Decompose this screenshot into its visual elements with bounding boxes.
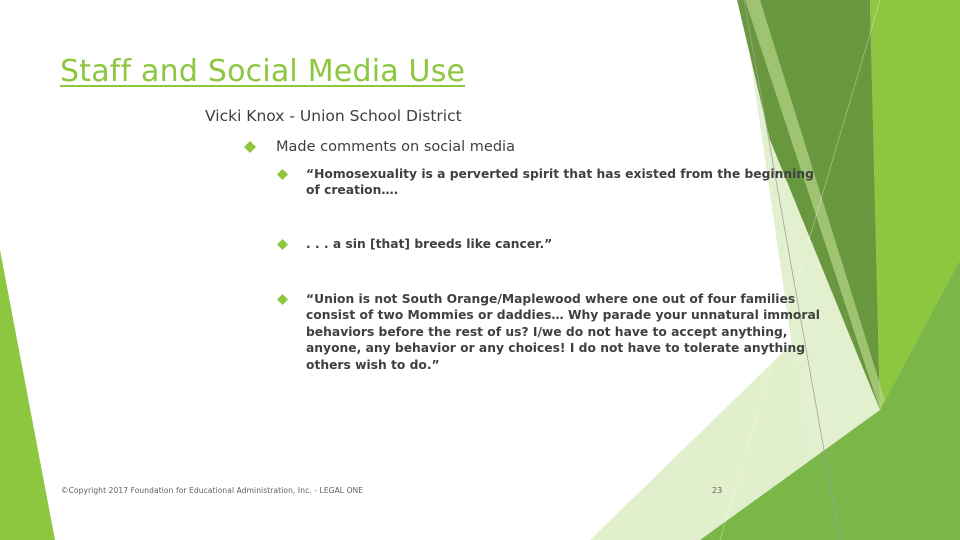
- slide-subtitle: Vicki Knox - Union School District: [205, 107, 462, 125]
- diamond-icon: [277, 293, 289, 305]
- bullet-level2-quote: [277, 291, 822, 373]
- page-number: 23: [712, 486, 723, 495]
- bullet-level2-quote: [277, 166, 822, 198]
- bullet-text: “Homosexuality is a perverted spirit that has existed from the beginning of creation….: [306, 167, 814, 197]
- slide-footer: ©Copyright 2017 Foundation for Educational Administration, Inc. - LEGAL ONE: [61, 486, 364, 495]
- bullet-text: . . . a sin [that] breeds like cancer.”: [306, 237, 553, 251]
- bullet-text: Made comments on social media: [276, 139, 515, 155]
- diamond-icon: [244, 141, 256, 153]
- bullet-level1: [244, 139, 515, 155]
- diamond-icon: [277, 238, 289, 250]
- diamond-icon: [277, 168, 289, 180]
- bullet-text: “Union is not South Orange/Maplewood where one out of four families consist of two Mommies or daddies… Why parade your unnatural immoral behaviors before the rest of us? I/we do not have to accept anything, anyone, any behavior or any choices! I do not have to tolerate anything others wish to do.”: [306, 292, 820, 372]
- slide-title: Staff and Social Media Use: [60, 54, 466, 89]
- bullet-level2-quote: [277, 236, 822, 252]
